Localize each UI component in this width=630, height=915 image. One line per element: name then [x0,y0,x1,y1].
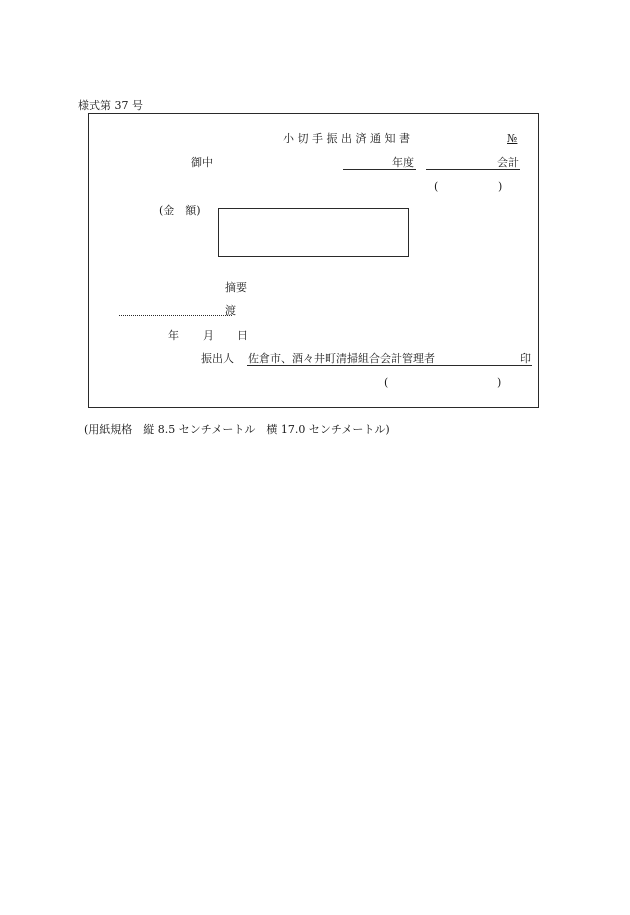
amount-box [218,208,409,257]
summary-label: 摘要 [225,281,247,294]
form-title: 小 切 手 振 出 済 通 知 書 [283,132,410,145]
payee-dotted-line [119,315,232,316]
form-number: 様式第 37 号 [78,99,143,112]
account-line [426,169,520,170]
date-year-label: 年 [168,329,179,342]
seal-label: 印 [520,352,531,365]
issuer-paren-open: ( [384,376,389,389]
account-label: 会計 [497,156,519,169]
number-mark: № [507,132,518,145]
issuer-line [247,365,532,366]
issuer-paren-close: ) [497,376,502,389]
delivered-label: 渡 [225,304,236,317]
recipient-suffix: 御中 [191,156,213,169]
sub-account-paren-open: ( [434,180,439,193]
date-day-label: 日 [237,329,248,342]
date-month-label: 月 [203,329,214,342]
issuer-label: 振出人 [201,352,234,365]
fiscal-year-label: 年度 [392,156,414,169]
amount-label: (金 額) [159,204,201,217]
issuer-name: 佐倉市、酒々井町清掃組合会計管理者 [248,352,435,365]
fiscal-year-line [343,169,416,170]
sub-account-paren-close: ) [498,180,503,193]
paper-spec-note: (用紙規格 縦 8.5 センチメートル 横 17.0 センチメートル) [84,423,390,436]
